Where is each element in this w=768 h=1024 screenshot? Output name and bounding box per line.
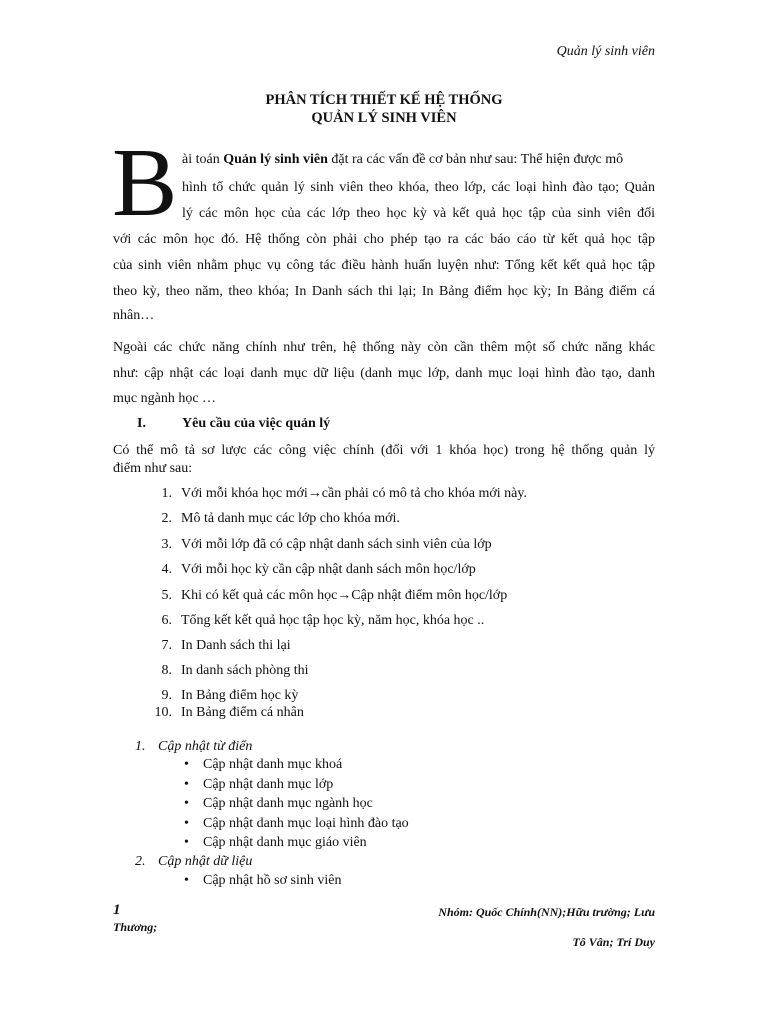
bullet-item: Cập nhật danh mục giáo viên bbox=[203, 835, 367, 850]
running-header: Quản lý sinh viên bbox=[556, 44, 655, 59]
list-item: In Danh sách thi lại bbox=[181, 638, 291, 653]
para2-line-1: Ngoài các chức năng chính như trên, hệ thống này còn cần thêm một số chức năng khác bbox=[113, 340, 655, 355]
list-item: In danh sách phòng thi bbox=[181, 663, 309, 678]
section-intro-line-2: điểm như sau: bbox=[113, 461, 193, 476]
list-item: Mô tả danh mục các lớp cho khóa mới. bbox=[181, 511, 400, 526]
para2-line-2: như: cập nhật các loại danh mục dữ liệu (danh mục lớp, danh mục loại hình đào tạo, danh bbox=[113, 366, 655, 381]
bullet-icon: • bbox=[184, 835, 189, 850]
list-item: Với mỗi khóa học mới→cần phải có mô tả cho khóa mới này. bbox=[181, 486, 527, 501]
subsection-1-number: 1. bbox=[135, 739, 146, 754]
footer-authors-line1: Nhóm: Quốc Chính(NN);Hữu trường; Lưu bbox=[438, 905, 655, 919]
list-item: Với mỗi lớp đã có cập nhật danh sách sinh viên của lớp bbox=[181, 537, 492, 552]
footer-authors-line2: Tô Vân; Trí Duy bbox=[572, 935, 655, 949]
list-item-number: 2. bbox=[161, 511, 172, 526]
bullet-icon: • bbox=[184, 815, 189, 831]
list-item-number: 3. bbox=[161, 537, 172, 552]
section-number: I. bbox=[137, 416, 146, 431]
subsection-2-number: 2. bbox=[135, 854, 146, 869]
bullet-item: Cập nhật danh mục lớp bbox=[203, 776, 334, 792]
subsection-1-title: Cập nhật từ điển bbox=[158, 739, 253, 754]
list-item-number: 10. bbox=[154, 705, 172, 720]
document-title-line1: PHÂN TÍCH THIẾT KẾ HỆ THỐNG bbox=[265, 92, 503, 108]
bullet-icon: • bbox=[184, 873, 189, 888]
list-item-number: 5. bbox=[161, 588, 172, 603]
list-item: In Bảng điểm cá nhân bbox=[181, 705, 304, 720]
section-intro-line-1: Có thể mô tả sơ lược các công việc chính (đối với 1 khóa học) trong hệ thống quản lý bbox=[113, 443, 655, 458]
intro-line-4: với các môn học đó. Hệ thống còn phải cho phép tạo ra các báo cáo từ kết quả học tập bbox=[113, 232, 655, 247]
list-item: In Bảng điểm học kỳ bbox=[181, 688, 299, 703]
drop-cap: B bbox=[112, 129, 178, 237]
bullet-icon: • bbox=[184, 796, 189, 811]
intro-line-1 bbox=[182, 152, 623, 168]
intro-line-7: nhân… bbox=[113, 308, 155, 323]
list-item-number: 9. bbox=[161, 688, 172, 703]
page-number: 1 bbox=[113, 902, 121, 918]
list-item-number: 6. bbox=[161, 613, 172, 628]
list-item: Với mỗi học kỳ cần cập nhật danh sách môn học/lớp bbox=[181, 562, 476, 577]
intro-line-1-start: ài toán bbox=[182, 152, 224, 167]
subsection-2-title: Cập nhật dữ liệu bbox=[158, 854, 253, 869]
bullet-item: Cập nhật danh mục loại hình đào tạo bbox=[203, 815, 409, 831]
bullet-item: Cập nhật danh mục khoá bbox=[203, 757, 343, 772]
bullet-icon: • bbox=[184, 776, 189, 792]
section-title: Yêu cầu của việc quản lý bbox=[182, 416, 331, 431]
list-item-number: 4. bbox=[161, 562, 172, 577]
bullet-icon: • bbox=[184, 757, 189, 772]
intro-line-2: hình tổ chức quản lý sinh viên theo khóa, theo lớp, các loại hình đào tạo; Quản bbox=[182, 180, 655, 195]
intro-app-name: Quản lý sinh viên bbox=[223, 152, 328, 167]
footer-left-text: Thương; bbox=[113, 920, 158, 934]
intro-line-3: lý các môn học của các lớp theo học kỳ và kết quả học tập của sinh viên đối bbox=[182, 206, 655, 221]
para2-line-3: mục ngành học … bbox=[113, 391, 217, 406]
list-item-number: 1. bbox=[161, 486, 172, 501]
list-item-number: 8. bbox=[161, 663, 172, 678]
list-item-number: 7. bbox=[161, 638, 172, 653]
bullet-item: Cập nhật danh mục ngành học bbox=[203, 796, 373, 811]
intro-line-5: của sinh viên nhằm phục vụ công tác điều hành huấn luyện như: Tổng kết kết quả học tập bbox=[113, 258, 655, 273]
intro-line-1-end: đặt ra các vấn đề cơ bản như sau: Thể hiện được mô bbox=[327, 152, 624, 167]
intro-line-6: theo kỳ, theo năm, theo khóa; In Danh sách thi lại; In Bảng điểm học kỳ; In Bảng điểm cá bbox=[113, 284, 655, 299]
list-item: Tổng kết kết quả học tập học kỳ, năm học, khóa học .. bbox=[181, 613, 485, 628]
document-title-line2: QUẢN LÝ SINH VIÊN bbox=[311, 110, 457, 126]
bullet-item: Cập nhật hồ sơ sinh viên bbox=[203, 873, 342, 888]
list-item: Khi có kết quả các môn học→Cập nhật điểm môn học/lớp bbox=[181, 588, 508, 603]
